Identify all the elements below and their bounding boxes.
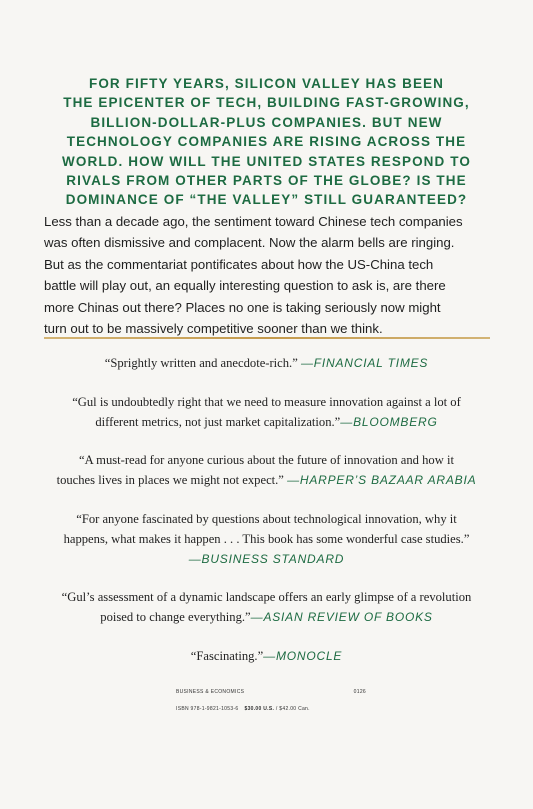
headline-line: DOMINANCE OF “THE VALLEY” STILL GUARANTEED? xyxy=(65,192,468,208)
headline xyxy=(40,74,493,210)
category-label: BUSINESS & ECONOMICS xyxy=(176,689,245,695)
price-us: $30.00 U.S. xyxy=(244,706,275,712)
blurb-text: “For anyone fascinated by questions about technological innovation, why it xyxy=(76,511,457,526)
blurb-source: —FINANCIAL TIMES xyxy=(300,356,429,370)
isbn: ISBN 978-1-9821-1053-6 xyxy=(176,706,239,712)
body-line: turn out to be massively competitive sooner than we think. xyxy=(44,321,383,337)
blurb-text: different metrics, not just market capitalization.” xyxy=(95,414,341,429)
body-line: Less than a decade ago, the sentiment toward Chinese tech companies xyxy=(44,214,463,229)
blurb-text: touches lives in places we might not expect.” xyxy=(56,473,284,488)
body-line: battle will play out, an equally interesting question to ask is, are there xyxy=(44,278,446,294)
body-paragraph xyxy=(44,211,494,339)
blurb-text: happens, what makes it happen . . . This book has some wonderful case studies.” xyxy=(63,531,470,546)
body-line: was often dismissive and complacent. Now the alarm bells are ringing. xyxy=(44,235,455,251)
headline-line: FOR FIFTY YEARS, SILICON VALLEY HAS BEEN xyxy=(88,76,445,91)
blurb-source: —MONOCLE xyxy=(263,648,343,663)
blurb-text: “A must-read for anyone curious about the future of innovation and how it xyxy=(79,453,454,468)
category-code: 0126 xyxy=(353,689,366,695)
blurb-text: “Fascinating.” xyxy=(190,648,264,663)
gold-divider xyxy=(44,337,490,339)
blurb-source: —BLOOMBERG xyxy=(340,414,438,429)
headline-line: BILLION-DOLLAR-PLUS COMPANIES. BUT NEW xyxy=(90,114,443,130)
blurb-bloomberg xyxy=(40,393,493,433)
body-line: more Chinas out there? Places no one is taking seriously now might xyxy=(44,299,441,315)
price-can: / $42.00 Can. xyxy=(275,706,310,712)
blurb-source: —ASIAN REVIEW OF BOOKS xyxy=(250,610,433,625)
blurb-text: “Gul is undoubtedly right that we need to measure innovation against a lot of xyxy=(72,394,461,409)
headline-line: THE EPICENTER OF TECH, BUILDING FAST-GROWING, xyxy=(63,95,470,111)
body-line: But as the commentariat pontificates about how the US-China tech xyxy=(44,256,434,272)
blurb-monocle xyxy=(40,647,493,667)
blurb-source: —BUSINESS STANDARD xyxy=(188,551,345,566)
blurb-text: “Sprightly written and anecdote-rich.” xyxy=(104,356,298,370)
blurb-financial-times xyxy=(40,354,493,374)
blurb-harpers-bazaar-arabia xyxy=(40,451,493,491)
blurb-source: —HARPER’S BAZAAR ARABIA xyxy=(287,473,477,488)
headline-line: WORLD. HOW WILL THE UNITED STATES RESPOND TO xyxy=(62,153,471,169)
blurb-business-standard xyxy=(40,510,493,569)
blurb-text: poised to change everything.” xyxy=(100,610,251,625)
headline-line: RIVALS FROM OTHER PARTS OF THE GLOBE? IS THE xyxy=(66,173,467,189)
blurb-text: “Gul’s assessment of a dynamic landscape offers an early glimpse of a revolution xyxy=(61,590,472,605)
blurbs xyxy=(40,354,493,686)
headline-line: TECHNOLOGY COMPANIES ARE RISING ACROSS THE xyxy=(66,134,467,150)
imprint-info xyxy=(176,689,366,712)
blurb-asian-review-of-books xyxy=(40,588,493,628)
